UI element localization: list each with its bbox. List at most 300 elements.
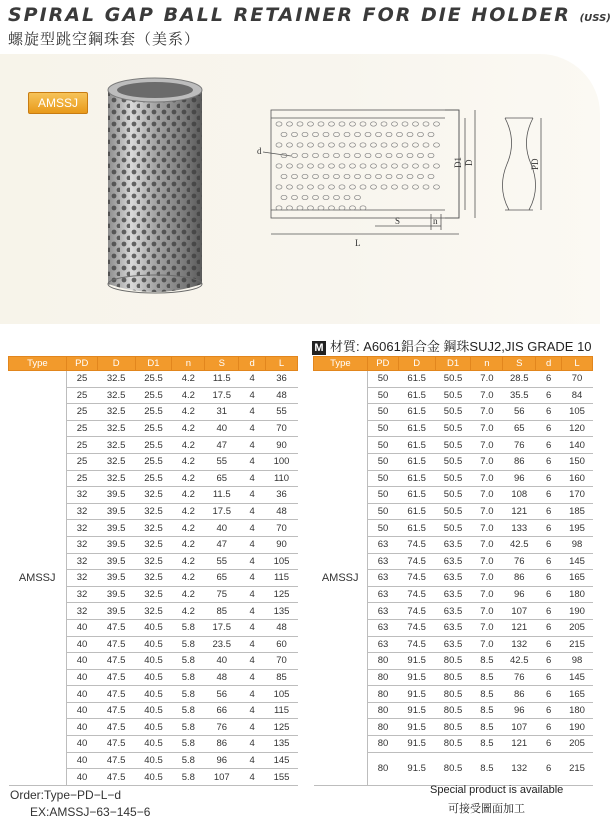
table-cell: 50 xyxy=(367,420,398,437)
table-cell: 32.5 xyxy=(135,570,172,587)
special-note: Special product is available xyxy=(430,784,564,796)
table-cell: 4 xyxy=(239,503,266,520)
table-cell: 48 xyxy=(266,619,298,636)
table-cell: 6 xyxy=(536,437,562,454)
table-cell: 4.2 xyxy=(172,437,205,454)
retainer-hole xyxy=(339,122,345,126)
retainer-hole xyxy=(434,185,440,189)
retainer-hole xyxy=(344,132,350,136)
table-cell: 11.5 xyxy=(205,371,239,388)
retainer-hole xyxy=(344,153,350,157)
table-cell: 6 xyxy=(536,536,562,553)
table-cell: 50 xyxy=(367,487,398,504)
page-title xyxy=(8,4,611,26)
retainer-hole xyxy=(360,206,366,210)
table-cell: 32 xyxy=(66,520,97,537)
table-cell: 6 xyxy=(536,719,562,736)
table-cell: 4.2 xyxy=(172,404,205,421)
table-cell: 6 xyxy=(536,404,562,421)
table-cell: 65 xyxy=(503,420,536,437)
table-cell: 32 xyxy=(66,503,97,520)
retainer-hole xyxy=(360,143,366,147)
table-cell: 47 xyxy=(205,437,239,454)
retainer-hole xyxy=(423,122,429,126)
retainer-hole xyxy=(418,174,424,178)
table-cell: 96 xyxy=(205,752,239,769)
table-cell: 32.5 xyxy=(135,520,172,537)
table-cell: 91.5 xyxy=(398,752,435,785)
table-cell: 80.5 xyxy=(435,653,471,670)
retainer-hole xyxy=(418,153,424,157)
table-cell: 4.2 xyxy=(172,520,205,537)
table-cell: 47.5 xyxy=(97,736,135,753)
table-cell: 80 xyxy=(367,669,398,686)
retainer-hole xyxy=(281,195,287,199)
table-cell: 47.5 xyxy=(97,653,135,670)
retainer-hole xyxy=(371,164,377,168)
retainer-hole xyxy=(297,143,303,147)
table-cell: 61.5 xyxy=(398,487,435,504)
retainer-hole xyxy=(350,206,356,210)
table-cell: 6 xyxy=(536,470,562,487)
table-cell: 205 xyxy=(562,619,593,636)
table-cell: 5.8 xyxy=(172,636,205,653)
table-cell: 74.5 xyxy=(398,536,435,553)
table-cell: 76 xyxy=(503,669,536,686)
table-cell: 7.0 xyxy=(471,520,503,537)
product-photo xyxy=(90,72,220,304)
table-cell: 63.5 xyxy=(435,536,471,553)
table-cell: 91.5 xyxy=(398,686,435,703)
retainer-hole xyxy=(360,164,366,168)
retainer-hole xyxy=(334,195,340,199)
table-cell: 25 xyxy=(66,437,97,454)
retainer-hole xyxy=(402,185,408,189)
table-cell: 50.5 xyxy=(435,371,471,388)
table-cell: 4 xyxy=(239,702,266,719)
retainer-hole xyxy=(318,122,324,126)
table-cell: 36 xyxy=(266,487,298,504)
retainer-hole xyxy=(350,143,356,147)
table-cell: 121 xyxy=(503,619,536,636)
table-cell: 4 xyxy=(239,453,266,470)
retainer-hole xyxy=(392,143,398,147)
table-cell: 145 xyxy=(266,752,298,769)
retainer-hole xyxy=(308,122,314,126)
table-cell: 25 xyxy=(66,470,97,487)
table-cell: 120 xyxy=(562,420,593,437)
table-cell: 6 xyxy=(536,487,562,504)
table-cell: 6 xyxy=(536,603,562,620)
table-cell: 40.5 xyxy=(135,653,172,670)
retainer-hole xyxy=(329,164,335,168)
table-cell: 40 xyxy=(205,520,239,537)
table-cell: 7.0 xyxy=(471,553,503,570)
table-header-row xyxy=(9,357,298,371)
table-cell: 4 xyxy=(239,686,266,703)
retainer-hole xyxy=(402,164,408,168)
retainer-hole xyxy=(413,122,419,126)
retainer-hole xyxy=(402,143,408,147)
retainer-hole xyxy=(386,174,392,178)
table-cell: 47.5 xyxy=(97,702,135,719)
retainer-hole xyxy=(381,185,387,189)
table-cell: 170 xyxy=(562,487,593,504)
table-cell: 76 xyxy=(205,719,239,736)
table-cell: 55 xyxy=(205,553,239,570)
retainer-hole xyxy=(287,143,293,147)
retainer-hole xyxy=(313,153,319,157)
product-badge: AMSSJ xyxy=(28,92,88,114)
table-cell: 47 xyxy=(205,536,239,553)
retainer-hole xyxy=(360,122,366,126)
table-cell: 50 xyxy=(367,437,398,454)
retainer-hole xyxy=(428,153,434,157)
table-row xyxy=(314,371,593,388)
table-cell: 107 xyxy=(205,769,239,786)
table-cell: 80 xyxy=(367,702,398,719)
table-cell: 8.5 xyxy=(471,669,503,686)
table-cell: 47.5 xyxy=(97,752,135,769)
table-row xyxy=(9,371,298,388)
table-cell: 90 xyxy=(266,437,298,454)
column-header: n xyxy=(172,357,205,371)
table-cell: 5.8 xyxy=(172,686,205,703)
table-cell: 32.5 xyxy=(97,437,135,454)
table-cell: 40.5 xyxy=(135,686,172,703)
spec-table-left xyxy=(8,356,298,786)
table-cell: 190 xyxy=(562,603,593,620)
table-cell: 4.2 xyxy=(172,603,205,620)
table-cell: 125 xyxy=(266,586,298,603)
table-cell: 80.5 xyxy=(435,702,471,719)
table-cell: 55 xyxy=(266,404,298,421)
retainer-hole xyxy=(434,122,440,126)
table-cell: 32.5 xyxy=(135,487,172,504)
table-cell: 4.2 xyxy=(172,420,205,437)
retainer-hole xyxy=(423,143,429,147)
table-cell: 50.5 xyxy=(435,437,471,454)
table-cell: 6 xyxy=(536,570,562,587)
table-cell: 5.8 xyxy=(172,669,205,686)
table-cell: 90 xyxy=(266,536,298,553)
table-cell: 85 xyxy=(266,669,298,686)
table-cell: 180 xyxy=(562,702,593,719)
table-cell: 32.5 xyxy=(97,470,135,487)
table-cell: 47.5 xyxy=(97,719,135,736)
table-header-row xyxy=(314,357,593,371)
table-cell: 96 xyxy=(503,702,536,719)
table-cell: 39.5 xyxy=(97,586,135,603)
table-cell: 4 xyxy=(239,619,266,636)
table-cell: 76 xyxy=(503,437,536,454)
table-cell: 61.5 xyxy=(398,404,435,421)
table-cell: 7.0 xyxy=(471,404,503,421)
table-cell: 63 xyxy=(367,636,398,653)
table-cell: 4 xyxy=(239,420,266,437)
table-cell: 61.5 xyxy=(398,453,435,470)
table-cell: 4.2 xyxy=(172,536,205,553)
retainer-hole xyxy=(323,132,329,136)
table-cell: 47.5 xyxy=(97,686,135,703)
table-cell: 91.5 xyxy=(398,702,435,719)
table-cell: 165 xyxy=(562,686,593,703)
table-cell: 40.5 xyxy=(135,619,172,636)
table-cell: 74.5 xyxy=(398,570,435,587)
retainer-hole xyxy=(297,206,303,210)
table-cell: 40 xyxy=(66,736,97,753)
table-cell: 86 xyxy=(503,453,536,470)
table-cell: 32.5 xyxy=(97,453,135,470)
table-cell: 50 xyxy=(367,503,398,520)
retainer-hole xyxy=(308,143,314,147)
retainer-hole xyxy=(423,164,429,168)
table-cell: 4 xyxy=(239,719,266,736)
table-cell: 132 xyxy=(503,636,536,653)
table-cell: 135 xyxy=(266,736,298,753)
table-cell: 105 xyxy=(266,686,298,703)
table-cell: 4 xyxy=(239,404,266,421)
table-cell: 32 xyxy=(66,553,97,570)
table-cell: 47.5 xyxy=(97,669,135,686)
table-cell: 23.5 xyxy=(205,636,239,653)
material-icon: M xyxy=(312,341,326,355)
column-header: S xyxy=(205,357,239,371)
table-cell: 6 xyxy=(536,553,562,570)
retainer-hole xyxy=(329,122,335,126)
table-cell: 47.5 xyxy=(97,619,135,636)
type-cell: AMSSJ xyxy=(314,371,368,786)
retainer-hole xyxy=(434,143,440,147)
table-cell: 61.5 xyxy=(398,503,435,520)
table-cell: 80 xyxy=(367,653,398,670)
retainer-hole xyxy=(365,153,371,157)
table-cell: 108 xyxy=(503,487,536,504)
table-cell: 40.5 xyxy=(135,669,172,686)
column-header: Type xyxy=(314,357,368,371)
column-header: Type xyxy=(9,357,67,371)
retainer-hole xyxy=(287,206,293,210)
table-cell: 40 xyxy=(66,653,97,670)
table-cell: 7.0 xyxy=(471,636,503,653)
table-cell: 5.8 xyxy=(172,736,205,753)
table-cell: 25.5 xyxy=(135,387,172,404)
table-cell: 5.8 xyxy=(172,769,205,786)
table-cell: 70 xyxy=(266,420,298,437)
title-suffix: (USS) xyxy=(579,13,611,24)
retainer-hole xyxy=(413,185,419,189)
table-cell: 4 xyxy=(239,570,266,587)
table-cell: 100 xyxy=(266,453,298,470)
table-cell: 5.8 xyxy=(172,719,205,736)
label-n: n xyxy=(433,216,438,226)
table-cell: 40.5 xyxy=(135,719,172,736)
retainer-hole xyxy=(376,132,382,136)
column-header: d xyxy=(239,357,266,371)
table-cell: 4.2 xyxy=(172,453,205,470)
table-cell: 63 xyxy=(367,619,398,636)
table-cell: 105 xyxy=(562,404,593,421)
column-header: L xyxy=(562,357,593,371)
retainer-hole xyxy=(297,185,303,189)
table-cell: 70 xyxy=(266,653,298,670)
table-cell: 7.0 xyxy=(471,487,503,504)
retainer-hole xyxy=(292,153,298,157)
table-cell: 96 xyxy=(503,586,536,603)
retainer-hole xyxy=(302,195,308,199)
table-cell: 7.0 xyxy=(471,603,503,620)
table-cell: 7.0 xyxy=(471,453,503,470)
retainer-hole xyxy=(428,174,434,178)
table-cell: 25.5 xyxy=(135,453,172,470)
table-cell: 4.2 xyxy=(172,586,205,603)
table-cell: 50 xyxy=(367,470,398,487)
retainer-hole xyxy=(318,164,324,168)
table-cell: 70 xyxy=(562,371,593,388)
table-cell: 180 xyxy=(562,586,593,603)
table-cell: 63.5 xyxy=(435,553,471,570)
table-cell: 40 xyxy=(66,769,97,786)
table-cell: 39.5 xyxy=(97,503,135,520)
table-cell: 8.5 xyxy=(471,653,503,670)
table-cell: 74.5 xyxy=(398,619,435,636)
table-cell: 32 xyxy=(66,536,97,553)
table-cell: 4.2 xyxy=(172,371,205,388)
retainer-hole xyxy=(329,143,335,147)
table-cell: 80.5 xyxy=(435,669,471,686)
retainer-hole xyxy=(281,174,287,178)
table-cell: 185 xyxy=(562,503,593,520)
table-cell: 145 xyxy=(562,553,593,570)
table-cell: 63.5 xyxy=(435,570,471,587)
table-cell: 40.5 xyxy=(135,736,172,753)
retainer-hole xyxy=(276,206,282,210)
table-cell: 40 xyxy=(66,619,97,636)
table-cell: 86 xyxy=(503,686,536,703)
table-cell: 5.8 xyxy=(172,653,205,670)
retainer-hole xyxy=(386,153,392,157)
table-cell: 32.5 xyxy=(97,420,135,437)
retainer-hole xyxy=(292,174,298,178)
retainer-hole xyxy=(308,206,314,210)
retainer-hole xyxy=(318,185,324,189)
retainer-hole xyxy=(323,153,329,157)
table-cell: 40 xyxy=(66,719,97,736)
table-cell: 115 xyxy=(266,702,298,719)
label-s: S xyxy=(395,216,401,226)
retainer-hole xyxy=(397,132,403,136)
column-header: D xyxy=(97,357,135,371)
table-cell: 32.5 xyxy=(135,536,172,553)
table-cell: 5.8 xyxy=(172,752,205,769)
label-d1: D1 xyxy=(453,157,463,168)
retainer-hole xyxy=(334,132,340,136)
table-cell: 4 xyxy=(239,371,266,388)
retainer-hole xyxy=(339,164,345,168)
table-cell: 65 xyxy=(205,470,239,487)
table-cell: 80.5 xyxy=(435,736,471,753)
table-cell: 61.5 xyxy=(398,437,435,454)
table-cell: 70 xyxy=(266,520,298,537)
table-cell: 6 xyxy=(536,653,562,670)
table-cell: 80.5 xyxy=(435,719,471,736)
table-cell: 39.5 xyxy=(97,553,135,570)
table-cell: 80.5 xyxy=(435,686,471,703)
retainer-hole xyxy=(292,132,298,136)
table-cell: 40 xyxy=(66,752,97,769)
table-cell: 55 xyxy=(205,453,239,470)
table-cell: 205 xyxy=(562,736,593,753)
label-L: L xyxy=(355,238,361,248)
table-cell: 145 xyxy=(562,669,593,686)
title-text: SPIRAL GAP BALL RETAINER FOR DIE HOLDER xyxy=(8,4,571,26)
table-cell: 48 xyxy=(266,387,298,404)
table-cell: 63 xyxy=(367,553,398,570)
retainer-hole xyxy=(297,164,303,168)
order-example: EX:AMSSJ−63−145−6 xyxy=(30,805,151,819)
retainer-hole xyxy=(318,206,324,210)
table-cell: 6 xyxy=(536,520,562,537)
table-cell: 50.5 xyxy=(435,453,471,470)
table-cell: 63 xyxy=(367,570,398,587)
retainer-hole xyxy=(287,122,293,126)
table-cell: 8.5 xyxy=(471,736,503,753)
table-cell: 25.5 xyxy=(135,371,172,388)
table-cell: 63.5 xyxy=(435,603,471,620)
table-cell: 4 xyxy=(239,769,266,786)
retainer-hole xyxy=(360,185,366,189)
table-cell: 47.5 xyxy=(97,769,135,786)
table-cell: 6 xyxy=(536,752,562,785)
retainer-hole xyxy=(313,174,319,178)
material-text: 材質: A6061鋁合金 鋼珠SUJ2,JIS GRADE 10 xyxy=(330,339,592,354)
table-cell: 74.5 xyxy=(398,636,435,653)
table-cell: 6 xyxy=(536,636,562,653)
table-cell: 32.5 xyxy=(97,404,135,421)
table-cell: 165 xyxy=(562,570,593,587)
table-cell: 4 xyxy=(239,520,266,537)
table-cell: 50.5 xyxy=(435,503,471,520)
retainer-hole xyxy=(313,132,319,136)
table-cell: 25.5 xyxy=(135,470,172,487)
table-cell: 74.5 xyxy=(398,603,435,620)
table-cell: 61.5 xyxy=(398,420,435,437)
table-cell: 56 xyxy=(205,686,239,703)
retainer-hole xyxy=(339,185,345,189)
table-cell: 110 xyxy=(266,470,298,487)
table-cell: 63.5 xyxy=(435,619,471,636)
retainer-hole xyxy=(397,174,403,178)
retainer-hole xyxy=(350,185,356,189)
table-cell: 63.5 xyxy=(435,586,471,603)
table-cell: 50 xyxy=(367,520,398,537)
table-cell: 7.0 xyxy=(471,470,503,487)
table-cell: 160 xyxy=(562,470,593,487)
table-cell: 4 xyxy=(239,387,266,404)
retainer-hole xyxy=(371,143,377,147)
table-cell: 32.5 xyxy=(135,586,172,603)
table-cell: 4 xyxy=(239,586,266,603)
page-subtitle: 螺旋型跳空鋼珠套（美系） xyxy=(8,30,201,48)
table-cell: 50.5 xyxy=(435,420,471,437)
table-cell: 63 xyxy=(367,586,398,603)
table-cell: 195 xyxy=(562,520,593,537)
table-cell: 17.5 xyxy=(205,387,239,404)
table-cell: 4.2 xyxy=(172,570,205,587)
table-cell: 91.5 xyxy=(398,669,435,686)
table-cell: 8.5 xyxy=(471,686,503,703)
retainer-hole xyxy=(428,132,434,136)
